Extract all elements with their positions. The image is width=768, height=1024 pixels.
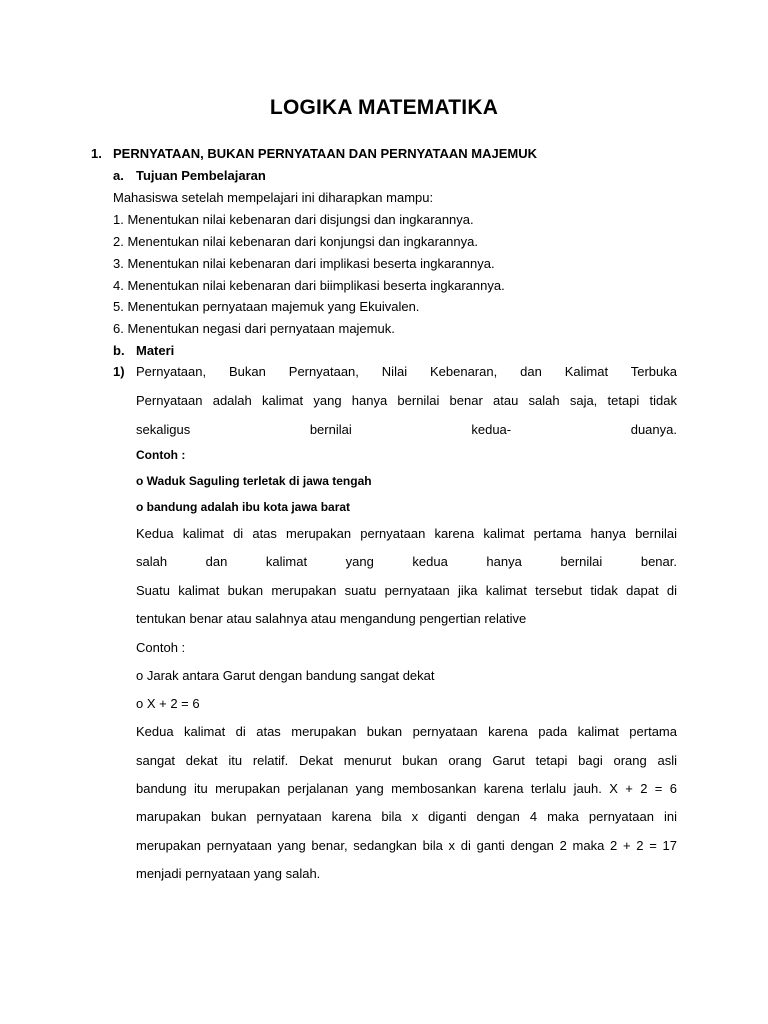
objective-item: 2. Menentukan nilai kebenaran dari konjungsi dan ingkarannya. [113, 234, 478, 249]
non-statement-line: tentukan benar atau salahnya atau mengandung pengertian relative [136, 611, 527, 626]
subsection-heading-tujuan: Tujuan Pembelajaran [136, 168, 266, 183]
non-statement-line: Suatu kalimat bukan merupakan suatu pernyataan jika kalimat tersebut tidak dapat di [136, 583, 677, 598]
explanation-line: salah dan kalimat yang kedua hanya bernilai benar. [136, 554, 677, 569]
objective-item: 4. Menentukan nilai kebenaran dari biimplikasi beserta ingkarannya. [113, 278, 505, 293]
example-label: Contoh : [136, 448, 186, 462]
subsection-letter-a: a. [113, 168, 124, 183]
subsection-heading-materi: Materi [136, 343, 175, 358]
point-number: 1) [113, 364, 125, 379]
explanation-line: menjadi pernyataan yang salah. [136, 866, 321, 881]
section-heading: PERNYATAAN, BUKAN PERNYATAAN DAN PERNYATAAN MAJEMUK [113, 146, 537, 161]
example-item: o X + 2 = 6 [136, 696, 200, 711]
example-item: o bandung adalah ibu kota jawa barat [136, 500, 351, 514]
explanation-line: merupakan pernyataan yang benar, sedangkan bila x di ganti dengan 2 maka 2 + 2 = 17 [136, 838, 677, 853]
explanation-line: Kedua kalimat di atas merupakan bukan pernyataan karena pada kalimat pertama [136, 724, 677, 739]
objectives-intro: Mahasiswa setelah mempelajari ini diharapkan mampu: [113, 190, 434, 205]
explanation-line: bandung itu merupakan perjalanan yang membosankan karena terlalu jauh. X + 2 = 6 [136, 781, 677, 796]
explanation-line: Kedua kalimat di atas merupakan pernyataan karena kalimat pertama hanya bernilai [136, 526, 677, 541]
objective-item: 6. Menentukan negasi dari pernyataan majemuk. [113, 321, 395, 336]
point-heading: Pernyataan, Bukan Pernyataan, Nilai Kebenaran, dan Kalimat Terbuka [136, 364, 677, 379]
subsection-letter-b: b. [113, 343, 125, 358]
objective-item: 1. Menentukan nilai kebenaran dari disjungsi dan ingkarannya. [113, 212, 474, 227]
explanation-line: sangat dekat itu relatif. Dekat menurut bukan orang Garut tetapi bagi orang asli [136, 753, 677, 768]
definition-line: Pernyataan adalah kalimat yang hanya bernilai benar atau salah saja, tetapi tidak [136, 393, 677, 408]
explanation-line: marupakan bukan pernyataan karena bila x diganti dengan 4 maka pernyataan ini [136, 809, 677, 824]
example-label: Contoh : [136, 640, 186, 655]
example-item: o Waduk Saguling terletak di jawa tengah [136, 474, 372, 488]
definition-line: sekaligus bernilai kedua- duanya. [136, 422, 677, 437]
objective-item: 5. Menentukan pernyataan majemuk yang Ekuivalen. [113, 299, 420, 314]
page-title: LOGIKA MATEMATIKA [269, 96, 499, 119]
objective-item: 3. Menentukan nilai kebenaran dari implikasi beserta ingkarannya. [113, 256, 495, 271]
section-number: 1. [91, 146, 102, 161]
example-item: o Jarak antara Garut dengan bandung sangat dekat [136, 668, 435, 683]
